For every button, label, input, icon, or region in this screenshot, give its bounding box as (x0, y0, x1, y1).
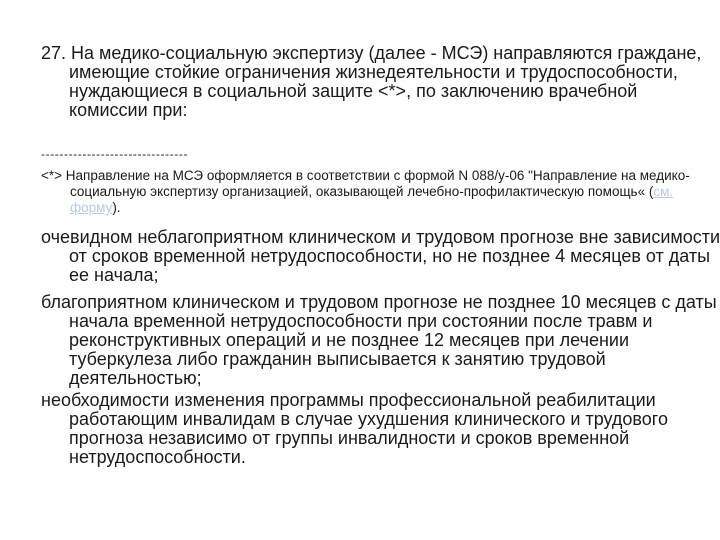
see-form-link[interactable]: см. форму (70, 184, 674, 215)
footnote-separator: -------------------------------- (41, 147, 189, 161)
footnote (41, 168, 710, 216)
condition-paragraph-2: благоприятном клиническом и трудовом прогнозе не позднее 10 месяцев с даты начала временной нетрудоспособности при состоянии после травм и реконструктивных операций и не позднее 12 месяцев при лечении туберкулеза либо гражданин выписывается к занятию трудовой деятельностью; (41, 292, 717, 388)
footnote-closing: ). (112, 200, 121, 215)
condition-paragraph-1: очевидном неблагоприятном клиническом и трудовом прогнозе вне зависимости от сроков временной нетрудоспособности, но не позднее 4 месяцев от даты ее начала; (41, 227, 720, 285)
footnote-text: <*> Направление на МСЭ оформляется в соответствии с формой N 088/у-06 "Направление на медико-социальную экспертизу организацией, оказывающей лечебно-профилактическую помощь« ( (41, 168, 690, 199)
item-27-paragraph: 27. На медико-социальную экспертизу (далее - МСЭ) направляются граждане, имеющие стойкие ограничения жизнедеятельности и трудоспособности, нуждающиеся в социальной защите <*>, по заключению врачебной комиссии при: (41, 43, 702, 120)
condition-paragraph-3: необходимости изменения программы профессиональной реабилитации работающим инвалидам в случае ухудшения клинического и трудового прогноза независимо от группы инвалидности и сроков временной нетрудоспособности. (41, 390, 668, 467)
